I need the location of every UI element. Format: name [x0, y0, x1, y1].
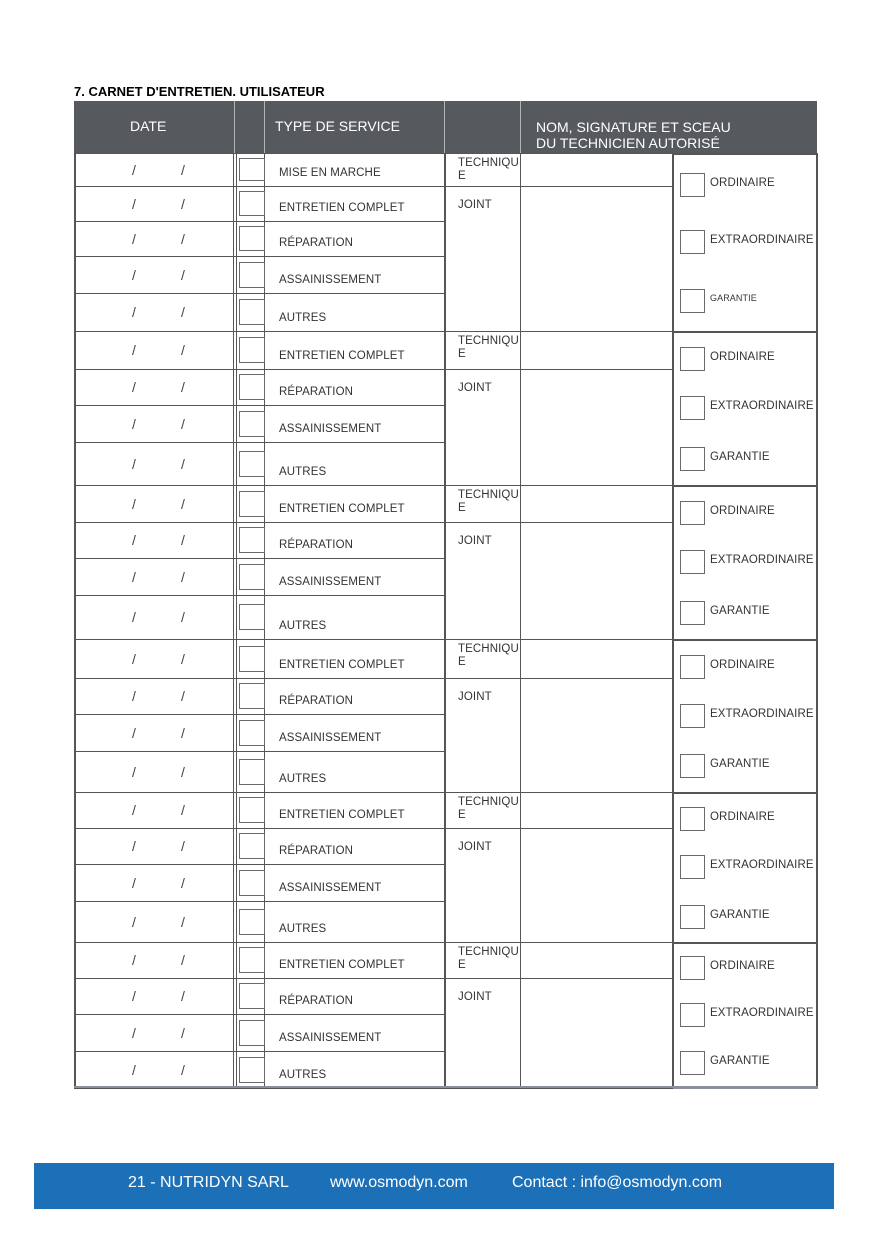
table-row-line — [444, 978, 673, 979]
service-label: AUTRES — [279, 923, 327, 935]
type-checkbox[interactable] — [680, 1051, 705, 1075]
table-row-line — [74, 828, 445, 829]
date-separator: / — [132, 1062, 136, 1078]
header-divider — [264, 101, 265, 153]
service-label: ENTRETIEN COMPLET — [279, 659, 405, 671]
table-row-line — [444, 153, 673, 154]
table-row-line — [444, 485, 673, 486]
table-row-line — [74, 978, 445, 979]
type-checkbox[interactable] — [680, 655, 705, 679]
service-label: RÉPARATION — [279, 539, 354, 551]
table-row-line — [74, 442, 445, 443]
date-separator: / — [181, 764, 185, 780]
type-checkbox[interactable] — [680, 601, 705, 625]
date-separator: / — [132, 1025, 136, 1041]
type-label-garantie: GARANTIE — [710, 605, 770, 617]
type-label-garantie: GARANTIE — [710, 451, 770, 463]
technique-label: TECHNIQU — [458, 335, 519, 347]
service-checkbox[interactable] — [239, 527, 265, 553]
service-label: AUTRES — [279, 312, 327, 324]
table-row-line — [74, 595, 445, 596]
service-label: AUTRES — [279, 620, 327, 632]
type-label-garantie: GARANTIE — [710, 758, 770, 770]
footer-contact[interactable]: Contact : info@osmodyn.com — [512, 1174, 723, 1191]
type-label-garantie: GARANTIE — [710, 1055, 770, 1067]
service-label: ASSAINISSEMENT — [279, 423, 382, 435]
service-checkbox[interactable] — [239, 299, 265, 325]
date-separator: / — [132, 231, 136, 247]
date-separator: / — [181, 416, 185, 432]
joint-label: JOINT — [458, 691, 492, 703]
date-separator: / — [132, 456, 136, 472]
type-checkbox[interactable] — [680, 855, 705, 879]
table-row-line — [74, 751, 445, 752]
type-label-ordinaire: ORDINAIRE — [710, 811, 775, 823]
header-divider — [234, 101, 235, 153]
technique-label: TECHNIQU — [458, 489, 519, 501]
service-checkbox[interactable] — [239, 720, 265, 746]
service-label: MISE EN MARCHE — [279, 167, 381, 179]
page-title: 7. CARNET D'ENTRETIEN. UTILISATEUR — [74, 84, 325, 99]
joint-label: JOINT — [458, 199, 492, 211]
header-service: TYPE DE SERVICE — [275, 118, 401, 134]
type-checkbox[interactable] — [680, 956, 705, 980]
table-row-line — [74, 1088, 445, 1089]
table-row-line — [74, 293, 445, 294]
footer-website[interactable]: www.osmodyn.com — [330, 1174, 468, 1191]
date-separator: / — [132, 725, 136, 741]
service-checkbox[interactable] — [239, 374, 265, 400]
technique-label: TECHNIQU — [458, 796, 519, 808]
type-checkbox[interactable] — [680, 807, 705, 831]
date-separator: / — [181, 456, 185, 472]
date-separator: / — [181, 688, 185, 704]
service-label: ENTRETIEN COMPLET — [279, 350, 405, 362]
type-checkbox[interactable] — [680, 1003, 705, 1027]
date-separator: / — [181, 231, 185, 247]
type-label-extraordinaire: EXTRAORDINAIRE — [710, 708, 814, 720]
type-label-extraordinaire: EXTRAORDINAIRE — [710, 859, 814, 871]
joint-label: JOINT — [458, 382, 492, 394]
table-row-line — [74, 331, 445, 332]
table-row-line — [74, 678, 445, 679]
date-separator: / — [132, 838, 136, 854]
date-separator: / — [132, 496, 136, 512]
date-separator: / — [181, 379, 185, 395]
date-separator: / — [181, 267, 185, 283]
date-separator: / — [132, 196, 136, 212]
table-row-line — [74, 1014, 445, 1015]
table-row-line — [74, 714, 445, 715]
header-divider — [444, 101, 445, 153]
table-row-line — [444, 678, 673, 679]
type-checkbox[interactable] — [680, 173, 705, 197]
table-column-line — [672, 153, 674, 1088]
date-separator: / — [132, 952, 136, 968]
date-separator: / — [132, 764, 136, 780]
service-label: ASSAINISSEMENT — [279, 576, 382, 588]
service-checkbox[interactable] — [239, 947, 265, 973]
date-separator: / — [181, 569, 185, 585]
type-label-extraordinaire: EXTRAORDINAIRE — [710, 554, 814, 566]
type-checkbox[interactable] — [680, 396, 705, 420]
date-separator: / — [132, 569, 136, 585]
date-separator: / — [132, 379, 136, 395]
technique-label: E — [458, 170, 466, 182]
table-row-line — [444, 942, 673, 943]
header-signature-2: DU TECHNICIEN AUTORISÉ — [536, 135, 720, 151]
type-checkbox[interactable] — [680, 905, 705, 929]
date-separator: / — [132, 688, 136, 704]
date-separator: / — [132, 988, 136, 1004]
type-label-extraordinaire: EXTRAORDINAIRE — [710, 234, 814, 246]
service-checkbox[interactable] — [239, 759, 265, 785]
technique-label: TECHNIQU — [458, 643, 519, 655]
footer-bar — [34, 1163, 834, 1209]
type-label-ordinaire: ORDINAIRE — [710, 351, 775, 363]
type-label-ordinaire: ORDINAIRE — [710, 177, 775, 189]
joint-label: JOINT — [458, 841, 492, 853]
table-row-line — [444, 1088, 673, 1089]
type-checkbox[interactable] — [680, 447, 705, 471]
service-label: AUTRES — [279, 773, 327, 785]
service-label: ENTRETIEN COMPLET — [279, 202, 405, 214]
table-row-line — [444, 792, 673, 793]
date-separator: / — [181, 496, 185, 512]
service-label: RÉPARATION — [279, 995, 354, 1007]
table-row-line — [74, 369, 445, 370]
date-separator: / — [132, 342, 136, 358]
type-label-ordinaire: ORDINAIRE — [710, 659, 775, 671]
date-separator: / — [181, 988, 185, 1004]
service-checkbox[interactable] — [239, 604, 265, 630]
date-separator: / — [132, 267, 136, 283]
table-row-line — [444, 828, 673, 829]
type-label-ordinaire: ORDINAIRE — [710, 505, 775, 517]
table-row-line — [74, 942, 445, 943]
service-label: ENTRETIEN COMPLET — [279, 809, 405, 821]
service-checkbox[interactable] — [239, 158, 265, 181]
service-checkbox[interactable] — [239, 797, 265, 823]
table-row-line — [672, 485, 818, 487]
date-separator: / — [181, 952, 185, 968]
service-checkbox[interactable] — [239, 226, 265, 251]
technique-label: E — [458, 656, 466, 668]
table-row-line — [672, 942, 818, 944]
date-separator: / — [181, 725, 185, 741]
service-checkbox[interactable] — [239, 191, 265, 216]
joint-label: JOINT — [458, 535, 492, 547]
date-separator: / — [181, 1062, 185, 1078]
type-checkbox[interactable] — [680, 230, 705, 254]
date-separator: / — [132, 162, 136, 178]
type-label-garantie: GARANTIE — [710, 909, 770, 921]
technique-label: E — [458, 959, 466, 971]
table-row-line — [74, 153, 445, 154]
type-label-extraordinaire: EXTRAORDINAIRE — [710, 400, 814, 412]
date-separator: / — [181, 1025, 185, 1041]
service-checkbox[interactable] — [239, 451, 265, 477]
service-label: ASSAINISSEMENT — [279, 882, 382, 894]
technique-label: E — [458, 809, 466, 821]
type-label-extraordinaire: EXTRAORDINAIRE — [710, 1007, 814, 1019]
date-separator: / — [132, 651, 136, 667]
date-separator: / — [181, 651, 185, 667]
date-separator: / — [132, 609, 136, 625]
service-checkbox[interactable] — [239, 337, 265, 363]
service-checkbox[interactable] — [239, 870, 265, 896]
table-row-line — [444, 639, 673, 640]
date-separator: / — [132, 304, 136, 320]
table-row-line — [74, 792, 445, 793]
table-row-line — [444, 369, 673, 370]
table-row-line — [74, 558, 445, 559]
table-row-line — [444, 522, 673, 523]
table-row-line — [74, 221, 445, 222]
service-label: ASSAINISSEMENT — [279, 1032, 382, 1044]
date-separator: / — [181, 162, 185, 178]
service-checkbox[interactable] — [239, 1020, 265, 1046]
table-row-line — [444, 186, 673, 187]
technique-label: E — [458, 348, 466, 360]
table-row-line — [444, 331, 673, 332]
type-checkbox[interactable] — [680, 289, 705, 313]
service-checkbox[interactable] — [239, 683, 265, 709]
type-checkbox[interactable] — [680, 704, 705, 728]
table-row-line — [74, 256, 445, 257]
service-label: RÉPARATION — [279, 237, 354, 249]
table-row-line — [74, 1051, 445, 1052]
service-label: AUTRES — [279, 466, 327, 478]
table-row-line — [74, 186, 445, 187]
date-separator: / — [181, 304, 185, 320]
date-separator: / — [132, 532, 136, 548]
date-separator: / — [181, 875, 185, 891]
technique-label: TECHNIQU — [458, 157, 519, 169]
table-row-line — [74, 522, 445, 523]
service-checkbox[interactable] — [239, 491, 265, 517]
service-label: RÉPARATION — [279, 695, 354, 707]
date-separator: / — [181, 532, 185, 548]
joint-label: JOINT — [458, 991, 492, 1003]
service-checkbox[interactable] — [239, 1057, 265, 1083]
date-separator: / — [132, 875, 136, 891]
type-checkbox[interactable] — [680, 550, 705, 574]
table-row-line — [74, 639, 445, 640]
service-checkbox[interactable] — [239, 646, 265, 672]
service-checkbox[interactable] — [239, 564, 265, 590]
service-checkbox[interactable] — [239, 833, 265, 859]
date-separator: / — [181, 196, 185, 212]
date-separator: / — [181, 914, 185, 930]
service-label: ASSAINISSEMENT — [279, 732, 382, 744]
technique-label: E — [458, 502, 466, 514]
date-separator: / — [181, 609, 185, 625]
service-label: RÉPARATION — [279, 845, 354, 857]
table-row-line — [672, 639, 818, 641]
header-date: DATE — [130, 118, 167, 134]
type-label-ordinaire: ORDINAIRE — [710, 960, 775, 972]
date-separator: / — [181, 342, 185, 358]
date-separator: / — [181, 802, 185, 818]
service-label: ASSAINISSEMENT — [279, 274, 382, 286]
type-label-garantie: GARANTIE — [710, 293, 757, 303]
technique-label: TECHNIQU — [458, 946, 519, 958]
type-checkbox[interactable] — [680, 347, 705, 371]
service-label: ENTRETIEN COMPLET — [279, 959, 405, 971]
table-row-line — [74, 485, 445, 486]
table-row-line — [672, 792, 818, 794]
service-label: AUTRES — [279, 1069, 327, 1081]
table-header — [74, 101, 817, 153]
type-checkbox[interactable] — [680, 754, 705, 778]
header-signature-1: NOM, SIGNATURE ET SCEAU — [536, 119, 731, 135]
table-row-line — [74, 864, 445, 865]
service-label: ENTRETIEN COMPLET — [279, 503, 405, 515]
table-row-line — [672, 331, 818, 333]
service-checkbox[interactable] — [239, 411, 265, 437]
service-checkbox[interactable] — [239, 983, 265, 1009]
footer-page: 21 - NUTRIDYN SARL — [128, 1174, 289, 1191]
table-column-line — [520, 153, 521, 1088]
header-divider — [520, 101, 521, 153]
table-row-line — [74, 405, 445, 406]
service-checkbox[interactable] — [239, 909, 265, 935]
table-row-line — [672, 153, 818, 155]
type-checkbox[interactable] — [680, 501, 705, 525]
date-separator: / — [132, 416, 136, 432]
table-row-line — [74, 901, 445, 902]
service-label: RÉPARATION — [279, 386, 354, 398]
date-separator: / — [181, 838, 185, 854]
table-column-line — [816, 153, 818, 1088]
service-checkbox[interactable] — [239, 262, 265, 288]
date-separator: / — [132, 914, 136, 930]
date-separator: / — [132, 802, 136, 818]
